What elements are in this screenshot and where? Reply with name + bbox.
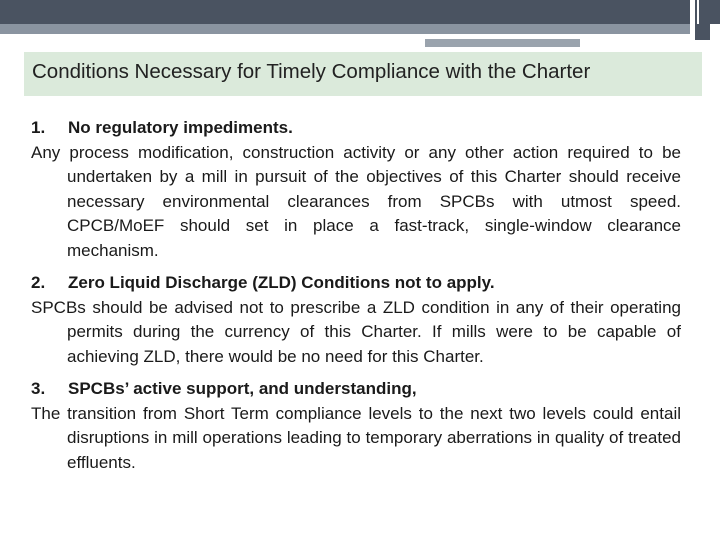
section-heading	[31, 116, 681, 141]
section-1	[31, 116, 681, 263]
header-bar-dark	[0, 0, 690, 24]
slide-title: Conditions Necessary for Timely Compliance with the Charter	[24, 52, 702, 96]
section-number: 3.	[31, 379, 46, 398]
section-number: 2.	[31, 273, 46, 292]
section-2	[31, 271, 681, 369]
header-corner-line	[697, 0, 699, 24]
header-bar-light	[0, 24, 690, 34]
section-number: 1.	[31, 118, 46, 137]
section-heading-text: Zero Liquid Discharge (ZLD) Conditions not to apply.	[68, 273, 495, 292]
section-paragraph: Any process modification, construction activity or any other action required to be undertaken by a mill in pursuit of the objectives of this Charter should receive necessary environmental clearances from SPCBs with utmost speed. CPCB/MoEF should set in place a fast-track, single-window clearance mechanism.	[31, 142, 681, 260]
slide-body	[31, 116, 681, 483]
section-paragraph: The transition from Short Term compliance levels to the next two levels could entail disruptions in mill operations leading to temporary aberrations in quality of treated effluents.	[31, 403, 681, 472]
section-paragraph: SPCBs should be advised not to prescribe a ZLD condition in any of their operating permits during the currency of this Charter. If mills were to be capable of achieving ZLD, there would be no need for this Charter.	[31, 297, 681, 366]
header-corner-notch	[710, 24, 720, 48]
section-heading	[31, 377, 681, 402]
section-3	[31, 377, 681, 475]
header-accent-gray	[425, 39, 580, 47]
section-heading-text: SPCBs’ active support, and understanding,	[68, 379, 417, 398]
section-heading	[31, 271, 681, 296]
section-heading-text: No regulatory impediments.	[68, 118, 293, 137]
